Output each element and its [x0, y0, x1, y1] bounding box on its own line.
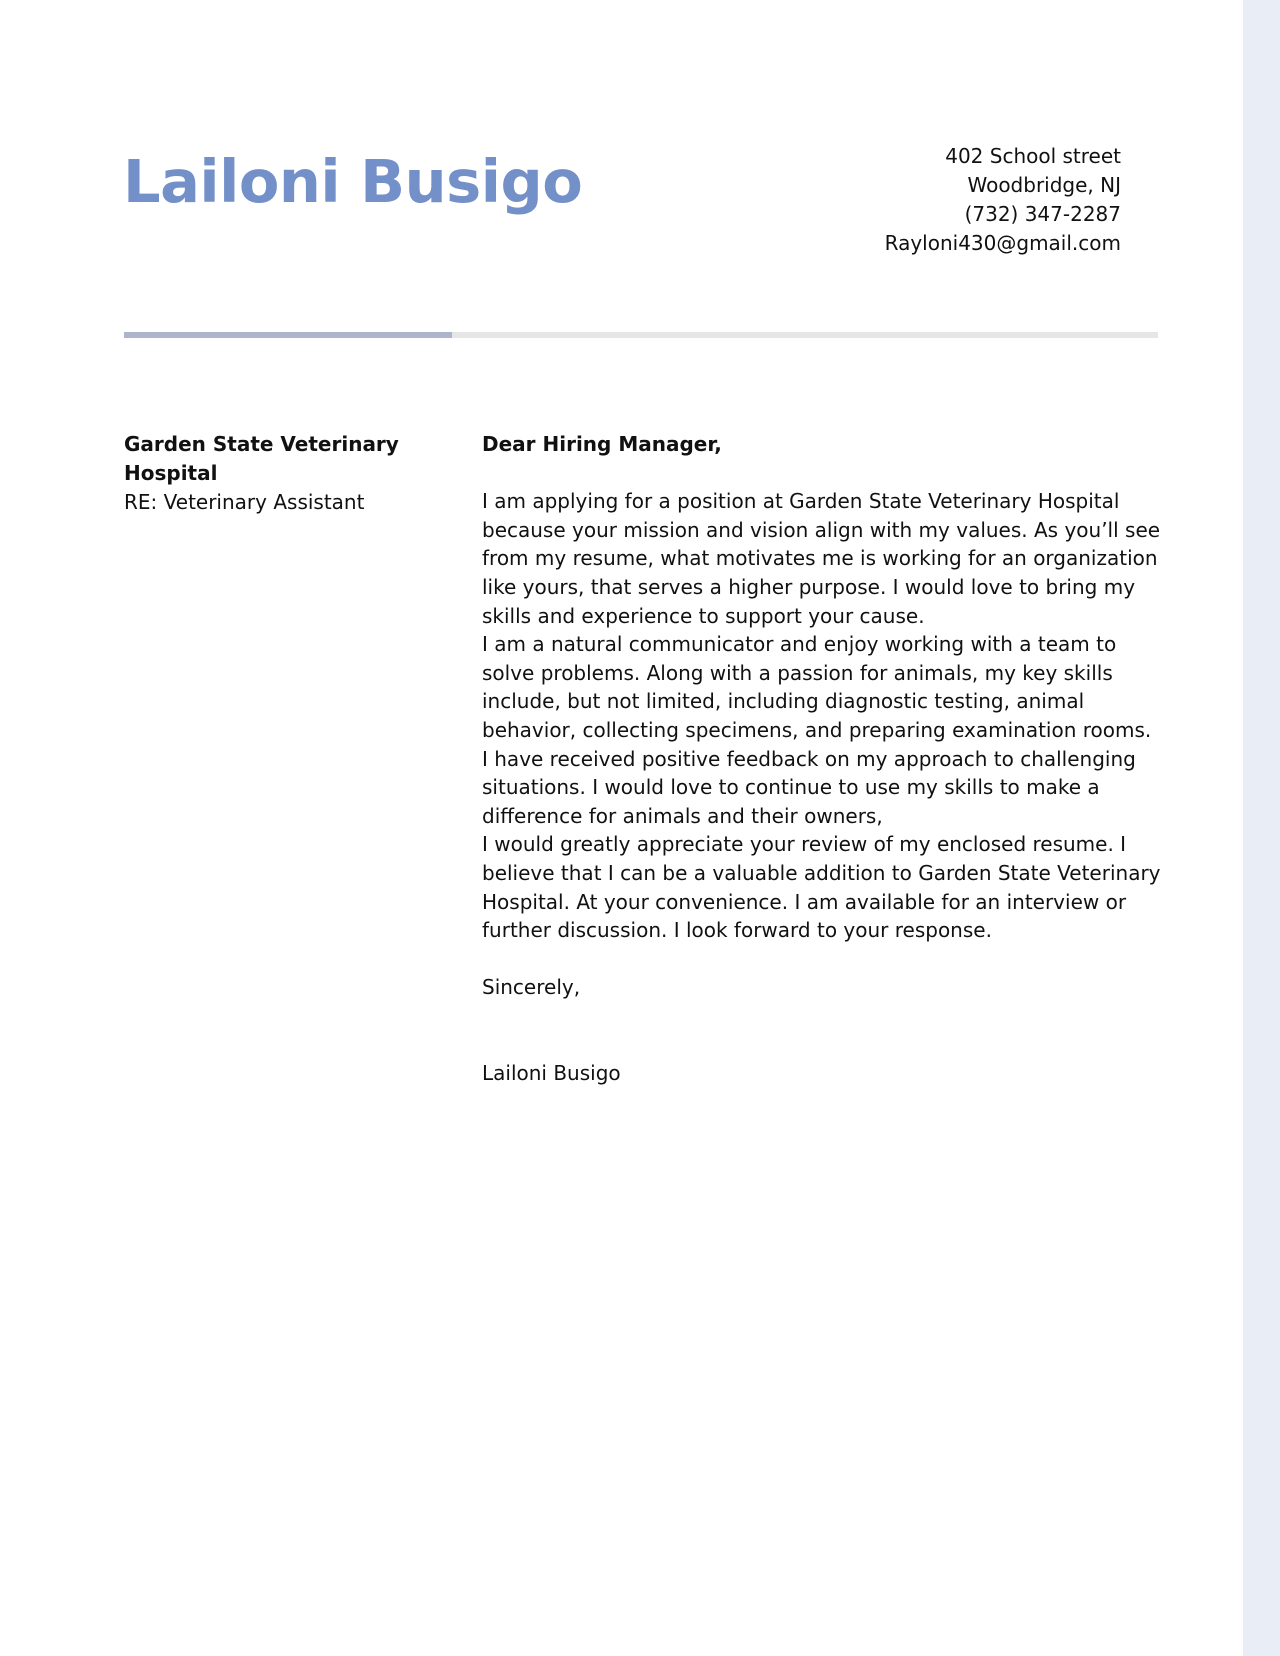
recipient-organization: Garden State Veterinary Hospital	[124, 432, 399, 485]
closing: Sincerely,	[482, 975, 581, 1000]
signature-name: Lailoni Busigo	[482, 1060, 621, 1085]
salutation: Dear Hiring Manager,	[482, 432, 722, 456]
recipient-subject: RE: Veterinary Assistant	[124, 490, 365, 514]
contact-address: 402 School street	[945, 144, 1121, 168]
body-paragraph: I would greatly appreciate your review of my enclosed resume. I believe that I can be a valuable addition to Garden State Veterinary Hospital. At your convenience. I am available for an interview or further discussion. I look forward to your response.	[482, 832, 1161, 943]
header-divider-accent	[124, 332, 452, 338]
contact-block	[885, 142, 1121, 258]
body-paragraph: I am a natural communicator and enjoy working with a team to solve problems. Along with a passion for animals, my key skills include, but not limited, including diagnostic testing, animal behavior, collecting specimens, and preparing examination rooms. I have received positive feedback on my approach to challenging situations. I would love to continue to use my skills to make a difference for animals and their owners,	[482, 632, 1152, 828]
page-side-strip	[1243, 0, 1280, 1656]
applicant-name: Lailoni Busigo	[123, 147, 583, 216]
contact-city: Woodbridge, NJ	[967, 173, 1121, 197]
body-paragraph: I am applying for a position at Garden State Veterinary Hospital because your mission and vision align with my values. As you’ll see from my resume, what motivates me is working for an organization like yours, that serves a higher purpose. I would love to bring my skills and experience to support your cause.	[482, 489, 1161, 628]
contact-email: Rayloni430@gmail.com	[884, 231, 1121, 255]
recipient-block	[124, 430, 454, 517]
header-divider	[124, 332, 1158, 338]
letter-body	[482, 430, 1162, 1087]
contact-phone: (732) 347-2287	[964, 202, 1121, 226]
